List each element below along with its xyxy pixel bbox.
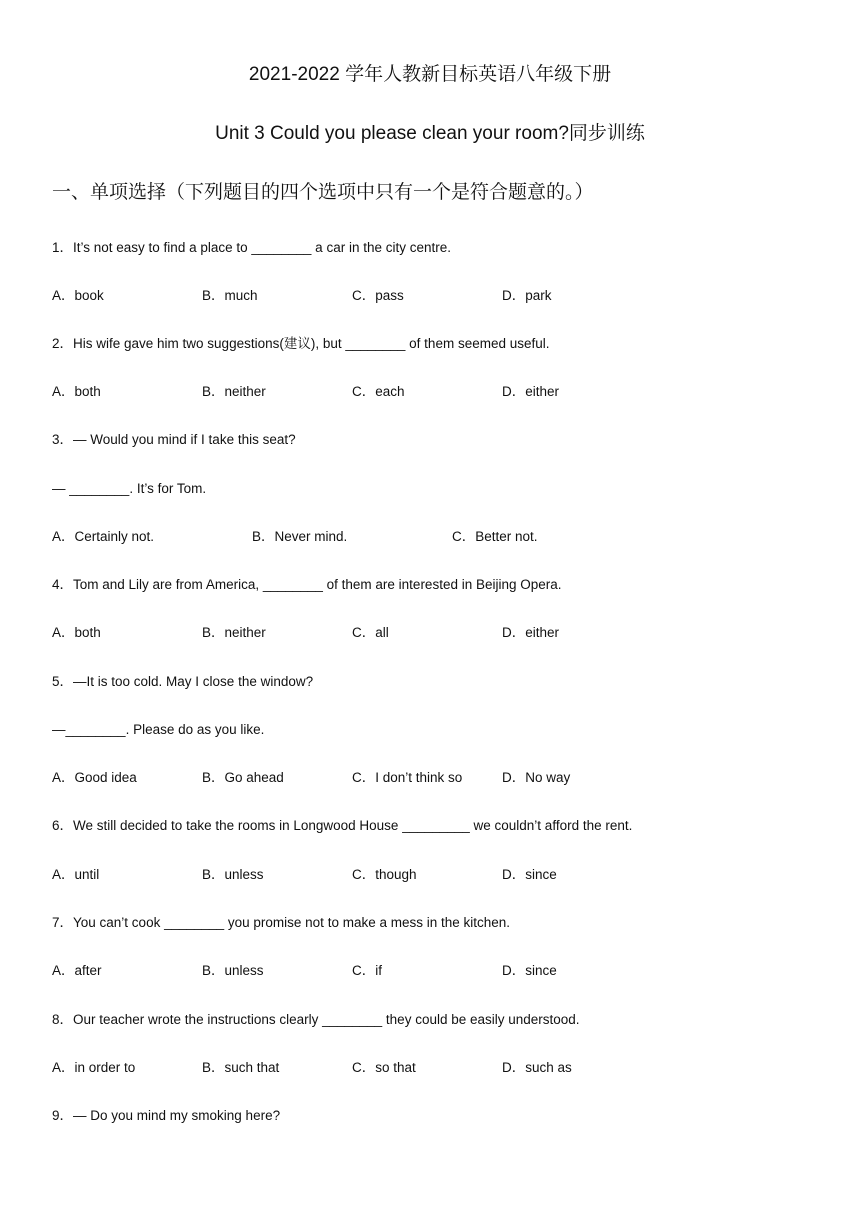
question-2-option-a: A．both [52, 384, 101, 399]
question-7-option-c: C．if [352, 963, 382, 978]
question-3-option-c: C．Better not. [452, 529, 538, 544]
question-6-option-c: C．though [352, 867, 417, 882]
question-5-option-c: C．I don’t think so [352, 770, 463, 785]
question-7-option-d: D．since [502, 963, 557, 978]
question-4-option-d: D．either [502, 625, 560, 640]
question-4-stem: 4．Tom and Lily are from America, ________ of them are interested in Beijing Opera. [52, 577, 562, 592]
question-6-option-b: B．unless [202, 867, 264, 882]
question-3-response: — ________. It’s for Tom. [52, 481, 207, 496]
question-1-option-c: C．pass [352, 288, 404, 303]
question-4-option-c: C．all [352, 625, 389, 640]
question-6-option-d: D．since [502, 867, 557, 882]
question-8-stem: 8．Our teacher wrote the instructions clearly ________ they could be easily understood. [52, 1012, 580, 1027]
document-title: 2021-2022 学年人教新目标英语八年级下册 [248, 64, 612, 85]
document-subtitle: Unit 3 Could you please clean your room?同步训练 [215, 123, 645, 144]
question-4-option-a: A．both [52, 625, 101, 640]
question-8-option-b: B．such that [202, 1060, 280, 1075]
question-8-option-a: A．in order to [52, 1060, 136, 1075]
question-8-option-c: C．so that [352, 1060, 416, 1075]
question-4-option-b: B．neither [202, 625, 266, 640]
question-2-option-d: D．either [502, 384, 560, 399]
section-heading: 一、单项选择（下列题目的四个选项中只有一个是符合题意的。） [52, 182, 594, 203]
question-5-response: —________. Please do as you like. [52, 722, 265, 737]
question-1-stem: 1．It’s not easy to find a place to ________ a car in the city centre. [52, 240, 451, 255]
question-3-option-a: A．Certainly not. [52, 529, 155, 544]
question-3-stem: 3．— Would you mind if I take this seat? [52, 432, 296, 447]
question-7-option-b: B．unless [202, 963, 264, 978]
question-7-option-a: A．after [52, 963, 102, 978]
question-6-stem: 6．We still decided to take the rooms in Longwood House _________ we couldn’t afford the rent. [52, 818, 633, 833]
question-9-stem: 9．— Do you mind my smoking here? [52, 1108, 281, 1123]
question-2-option-b: B．neither [202, 384, 266, 399]
question-5-option-b: B．Go ahead [202, 770, 284, 785]
question-7-stem: 7．You can’t cook ________ you promise not to make a mess in the kitchen. [52, 915, 511, 930]
question-5-option-d: D．No way [502, 770, 571, 785]
question-2-option-c: C．each [352, 384, 405, 399]
question-2-stem: 2．His wife gave him two suggestions(建议), but ________ of them seemed useful. [52, 336, 550, 351]
question-5-option-a: A．Good idea [52, 770, 137, 785]
question-1-option-a: A．book [52, 288, 104, 303]
question-3-option-b: B．Never mind. [252, 529, 348, 544]
question-6-option-a: A．until [52, 867, 100, 882]
question-1-option-b: B．much [202, 288, 258, 303]
question-5-stem: 5．—It is too cold. May I close the window? [52, 674, 314, 689]
question-1-option-d: D．park [502, 288, 552, 303]
question-8-option-d: D．such as [502, 1060, 572, 1075]
